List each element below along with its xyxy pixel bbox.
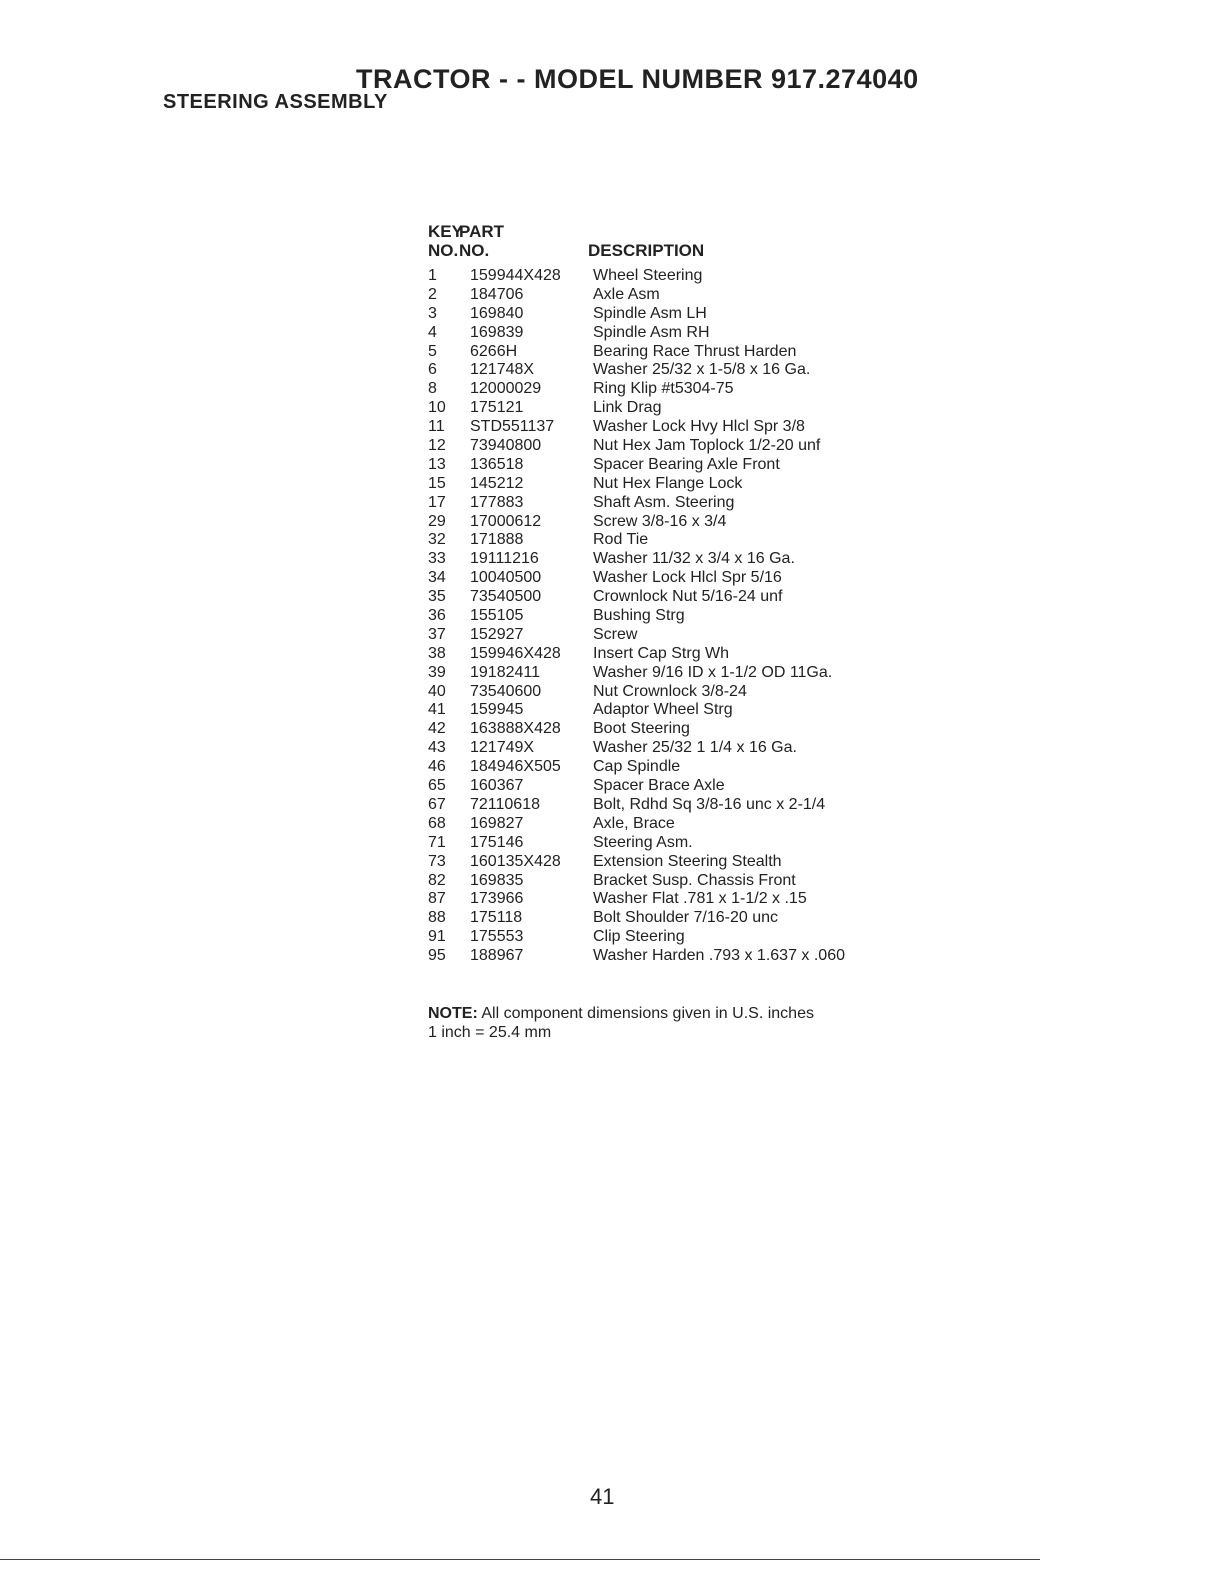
part-no-cell: 73540500 bbox=[470, 588, 542, 606]
part-no-cell: 169827 bbox=[470, 814, 524, 832]
key-no-cell: 67 bbox=[428, 795, 446, 813]
page-number: 41 bbox=[590, 1484, 615, 1509]
header-part-label: PART bbox=[459, 222, 505, 241]
description-cell: Bracket Susp. Chassis Front bbox=[593, 871, 796, 889]
key-no-cell: 8 bbox=[428, 380, 437, 398]
key-no-cell: 88 bbox=[428, 909, 446, 927]
description-cell: Ring Klip #t5304-75 bbox=[593, 380, 734, 398]
part-no-cell: 152927 bbox=[470, 625, 524, 643]
part-no-cell: 72110618 bbox=[470, 795, 540, 813]
key-no-cell: 4 bbox=[428, 323, 437, 341]
description-cell: Washer Flat .781 x 1-1/2 x .15 bbox=[593, 890, 807, 908]
description-cell: Nut Hex Flange Lock bbox=[593, 474, 743, 492]
description-cell: Washer Lock Hvy Hlcl Spr 3/8 bbox=[593, 418, 805, 436]
note-text: All component dimensions given in U.S. inches bbox=[477, 1005, 814, 1022]
key-no-cell: 41 bbox=[428, 701, 446, 719]
bottom-divider bbox=[0, 1559, 1040, 1560]
description-cell: Rod Tie bbox=[593, 531, 649, 549]
note-line-2: 1 inch = 25.4 mm bbox=[428, 1024, 552, 1041]
part-no-cell: 159944X428 bbox=[470, 267, 561, 284]
description-cell: Bushing Strg bbox=[593, 607, 685, 625]
description-cell: Boot Steering bbox=[593, 720, 690, 738]
key-no-cell: 5 bbox=[428, 342, 437, 360]
description-cell: Spacer Brace Axle bbox=[593, 777, 725, 795]
dimension-note bbox=[428, 1004, 814, 1042]
description-cell: Spindle Asm RH bbox=[593, 323, 710, 341]
part-no-cell: 145212 bbox=[470, 474, 524, 492]
description-cell: Nut Hex Jam Toplock 1/2-20 unf bbox=[593, 437, 821, 455]
description-cell: Wheel Steering bbox=[593, 267, 703, 284]
description-cell: Steering Asm. bbox=[593, 833, 693, 851]
key-no-cell: 95 bbox=[428, 947, 446, 965]
part-no-cell: 159946X428 bbox=[470, 644, 561, 662]
key-no-cell: 13 bbox=[428, 455, 446, 473]
key-no-cell: 34 bbox=[428, 569, 446, 587]
part-no-cell: 73540600 bbox=[470, 682, 542, 700]
description-cell: Washer 9/16 ID x 1-1/2 OD 11Ga. bbox=[593, 663, 833, 681]
key-no-cell: 91 bbox=[428, 928, 446, 946]
part-no-cell: 175121 bbox=[470, 399, 524, 417]
part-no-cell: 19182411 bbox=[470, 663, 540, 681]
description-cell: Washer Lock Hlcl Spr 5/16 bbox=[593, 569, 782, 587]
part-no-cell: 160135X428 bbox=[470, 852, 561, 870]
note-line-1 bbox=[428, 1004, 814, 1023]
part-no-cell: 171888 bbox=[470, 531, 524, 549]
key-no-cell: 65 bbox=[428, 777, 446, 795]
part-no-cell: 184946X505 bbox=[470, 758, 561, 776]
part-no-cell: 173966 bbox=[470, 890, 524, 908]
header-description-label: DESCRIPTION bbox=[588, 241, 705, 260]
key-no-cell: 35 bbox=[428, 588, 446, 606]
key-no-cell: 32 bbox=[428, 531, 446, 549]
key-no-cell: 73 bbox=[428, 852, 446, 870]
description-cell: Spacer Bearing Axle Front bbox=[593, 455, 780, 473]
part-no-cell: 19111216 bbox=[470, 550, 539, 568]
key-no-cell: 6 bbox=[428, 361, 437, 379]
key-no-cell: 15 bbox=[428, 474, 446, 492]
part-no-cell: 12000029 bbox=[470, 380, 542, 398]
key-no-cell: 71 bbox=[428, 833, 446, 851]
description-cell: Clip Steering bbox=[593, 928, 685, 946]
key-no-cell: 11 bbox=[428, 418, 445, 436]
part-no-cell: 169839 bbox=[470, 323, 524, 341]
key-no-cell: 17 bbox=[428, 493, 446, 511]
key-no-cell: 43 bbox=[428, 739, 446, 757]
part-no-cell: 121748X bbox=[470, 361, 535, 379]
key-no-cell: 3 bbox=[428, 304, 437, 322]
description-cell: Bearing Race Thrust Harden bbox=[593, 342, 797, 360]
description-cell: Bolt Shoulder 7/16-20 unc bbox=[593, 909, 779, 927]
description-cell: Axle Asm bbox=[593, 285, 660, 303]
description-cell: Extension Steering Stealth bbox=[593, 852, 782, 870]
section-subtitle: STEERING ASSEMBLY bbox=[163, 91, 388, 113]
header-key-label: KEY bbox=[428, 222, 463, 241]
description-cell: Washer Harden .793 x 1.637 x .060 bbox=[593, 947, 845, 965]
part-no-cell: 175118 bbox=[470, 909, 523, 927]
key-no-cell: 1 bbox=[428, 267, 437, 284]
part-no-cell: 184706 bbox=[470, 285, 524, 303]
description-cell: Washer 25/32 1 1/4 x 16 Ga. bbox=[593, 739, 797, 757]
key-no-cell: 68 bbox=[428, 814, 446, 832]
description-cell: Shaft Asm. Steering bbox=[593, 493, 735, 511]
part-no-cell: 121749X bbox=[470, 739, 535, 757]
description-cell: Link Drag bbox=[593, 399, 662, 417]
part-no-cell: 160367 bbox=[470, 777, 524, 795]
part-no-cell: 159945 bbox=[470, 701, 524, 719]
key-no-cell: 87 bbox=[428, 890, 446, 908]
header-key-no-label: NO. bbox=[428, 241, 459, 260]
key-no-cell: 12 bbox=[428, 437, 446, 455]
description-cell: Nut Crownlock 3/8-24 bbox=[593, 682, 747, 700]
part-no-cell: 136518 bbox=[470, 455, 524, 473]
key-no-cell: 42 bbox=[428, 720, 446, 738]
part-no-cell: 169840 bbox=[470, 304, 524, 322]
part-no-cell: 177883 bbox=[470, 493, 524, 511]
part-no-cell: 17000612 bbox=[470, 512, 542, 530]
part-no-cell: 155105 bbox=[470, 607, 524, 625]
description-cell: Bolt, Rdhd Sq 3/8-16 unc x 2-1/4 bbox=[593, 795, 826, 813]
header-part-no-label: NO. bbox=[459, 241, 490, 260]
note-label: NOTE: bbox=[428, 1005, 478, 1022]
description-cell: Screw bbox=[593, 625, 638, 643]
description-cell: Crownlock Nut 5/16-24 unf bbox=[593, 588, 783, 606]
part-no-cell: 169835 bbox=[470, 871, 524, 889]
description-cell: Spindle Asm LH bbox=[593, 304, 707, 322]
key-no-cell: 39 bbox=[428, 663, 446, 681]
part-no-cell: STD551137 bbox=[470, 418, 555, 436]
part-no-cell: 163888X428 bbox=[470, 720, 561, 738]
description-cell: Screw 3/8-16 x 3/4 bbox=[593, 512, 727, 530]
description-cell: Washer 11/32 x 3/4 x 16 Ga. bbox=[593, 550, 795, 568]
key-no-cell: 10 bbox=[428, 399, 446, 417]
part-no-cell: 175146 bbox=[470, 833, 524, 851]
key-no-cell: 40 bbox=[428, 682, 446, 700]
page-title: TRACTOR - - MODEL NUMBER 917.274040 bbox=[356, 64, 919, 94]
description-cell: Cap Spindle bbox=[593, 758, 681, 776]
description-cell: Insert Cap Strg Wh bbox=[593, 644, 730, 662]
part-no-cell: 10040500 bbox=[470, 569, 542, 587]
part-no-cell: 6266H bbox=[470, 342, 518, 360]
key-no-cell: 36 bbox=[428, 607, 446, 625]
part-no-cell: 188967 bbox=[470, 947, 524, 965]
description-cell: Washer 25/32 x 1-5/8 x 16 Ga. bbox=[593, 361, 811, 379]
key-no-cell: 33 bbox=[428, 550, 446, 568]
key-no-cell: 2 bbox=[428, 285, 437, 303]
key-no-cell: 37 bbox=[428, 625, 446, 643]
part-no-cell: 73940800 bbox=[470, 437, 542, 455]
description-cell: Adaptor Wheel Strg bbox=[593, 701, 733, 719]
description-cell: Axle, Brace bbox=[593, 814, 675, 832]
part-no-cell: 175553 bbox=[470, 928, 524, 946]
key-no-cell: 38 bbox=[428, 644, 446, 662]
key-no-cell: 46 bbox=[428, 758, 446, 776]
key-no-cell: 29 bbox=[428, 512, 446, 530]
key-no-cell: 82 bbox=[428, 871, 446, 889]
